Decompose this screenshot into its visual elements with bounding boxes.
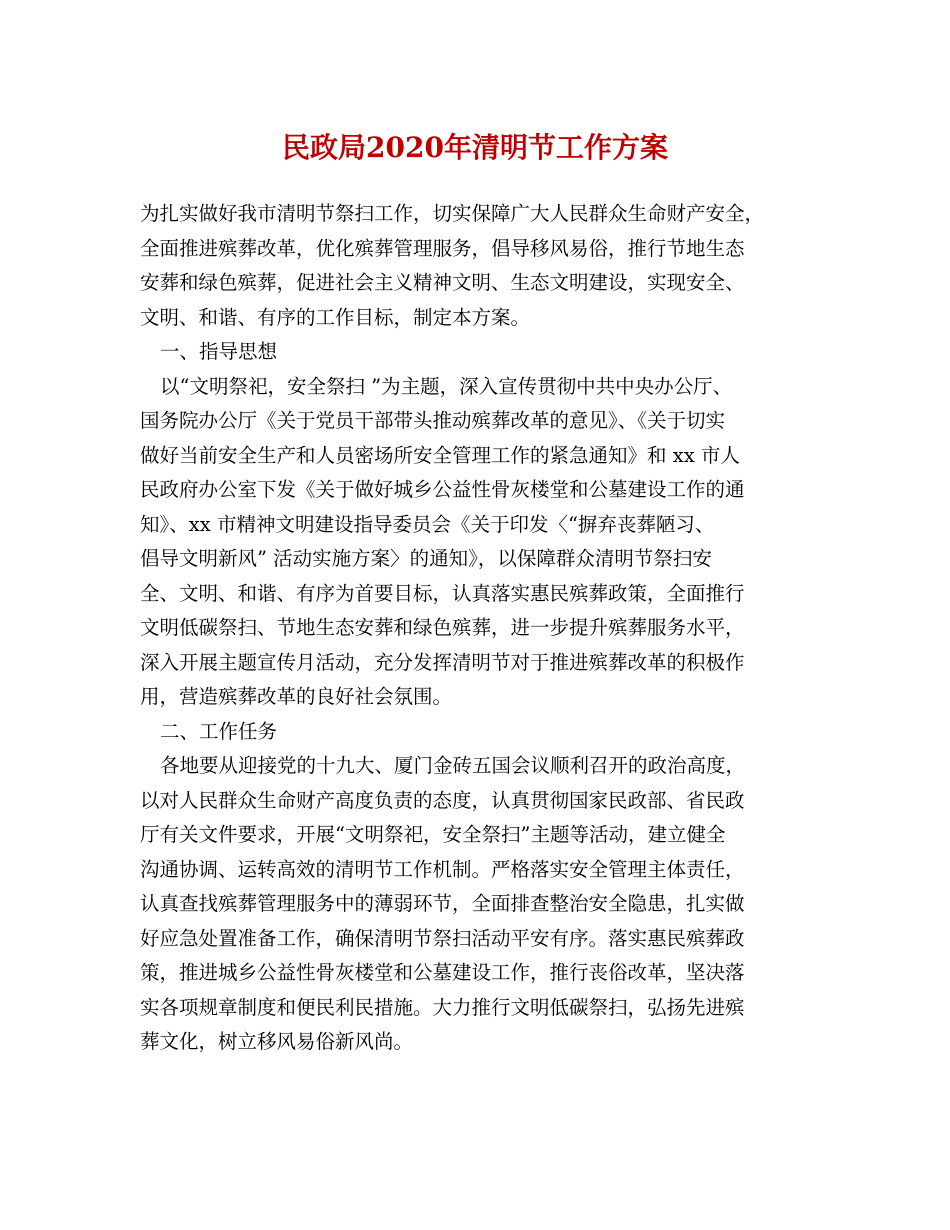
paragraph-line: 国务院办公厅《关于党员干部带头推动殡葬改革的意见》、《关于切实: [140, 409, 726, 432]
paragraph-line: 策，推进城乡公益性骨灰楼堂和公墓建设工作，推行丧俗改革，坚决落: [140, 961, 745, 984]
paragraph-line: 沟通协调、运转高效的清明节工作机制。严格落实安全管理主体责任，: [140, 857, 745, 881]
paragraph-line: 以对人民群众生命财产高度负责的态度，认真贯彻国家民政部、省民政: [140, 788, 745, 812]
paragraph-line: 葬文化，树立移风易俗新风尚。: [140, 1030, 414, 1053]
paragraph-line: 文明、和谐、有序的工作目标，制定本方案。: [140, 305, 531, 329]
paragraph-line: 为扎实做好我市清明节祭扫工作，切实保障广大人民群众生命财产安全，: [140, 202, 765, 225]
paragraph-line: 倡导文明新风” 活动实施方案〉的通知》，以保障群众清明节祭扫安: [140, 547, 712, 570]
paragraph-line: 全面推进殡葬改革，优化殡葬管理服务，倡导移风易俗，推行节地生态: [140, 236, 745, 260]
paragraph-line: 各地要从迎接党的十九大、厦门金砖五国会议顺利召开的政治高度，: [160, 754, 746, 777]
paragraph-line: 实各项规章制度和便民利民措施。大力推行文明低碳祭扫，弘扬先进殡: [140, 995, 745, 1019]
paragraph-line: 知》、xx 市精神文明建设指导委员会《关于印发〈“摒弃丧葬陋习、: [140, 512, 715, 536]
section-heading: 二、工作任务: [160, 719, 278, 743]
paragraph-line: 用，营造殡葬改革的良好社会氛围。: [140, 685, 453, 708]
paragraph-line: 文明低碳祭扫、节地生态安葬和绿色殡葬，进一步提升殡葬服务水平，: [140, 616, 745, 639]
section-heading: 一、指导思想: [160, 340, 278, 363]
paragraph-line: 安葬和绿色殡葬，促进社会主义精神文明、生态文明建设，实现安全、: [140, 271, 745, 294]
paragraph-line: 好应急处置准备工作，确保清明节祭扫活动平安有序。落实惠民殡葬政: [140, 926, 745, 950]
paragraph-line: 厅有关文件要求，开展“文明祭祀，安全祭扫”主题等活动，建立健全: [140, 823, 726, 846]
paragraph-line: 做好当前安全生产和人员密场所安全管理工作的紧急通知》和 xx 市人: [140, 443, 740, 467]
paragraph-line: 民政府办公室下发《关于做好城乡公益性骨灰楼堂和公墓建设工作的通: [140, 478, 745, 501]
paragraph-line: 以“文明祭祀，安全祭扫 ”为主题，深入宣传贯彻中共中央办公厅、: [160, 374, 733, 398]
paragraph-line: 认真查找殡葬管理服务中的薄弱环节，全面排查整治安全隐患，扎实做: [140, 892, 745, 915]
paragraph-line: 深入开展主题宣传月活动，充分发挥清明节对于推进殡葬改革的积极作: [140, 650, 745, 674]
document-body: [140, 197, 830, 1060]
paragraph-line: 全、文明、和谐、有序为首要目标，认真落实惠民殡葬政策，全面推行: [140, 581, 745, 605]
document-title: 民政局2020年清明节工作方案: [282, 131, 668, 164]
